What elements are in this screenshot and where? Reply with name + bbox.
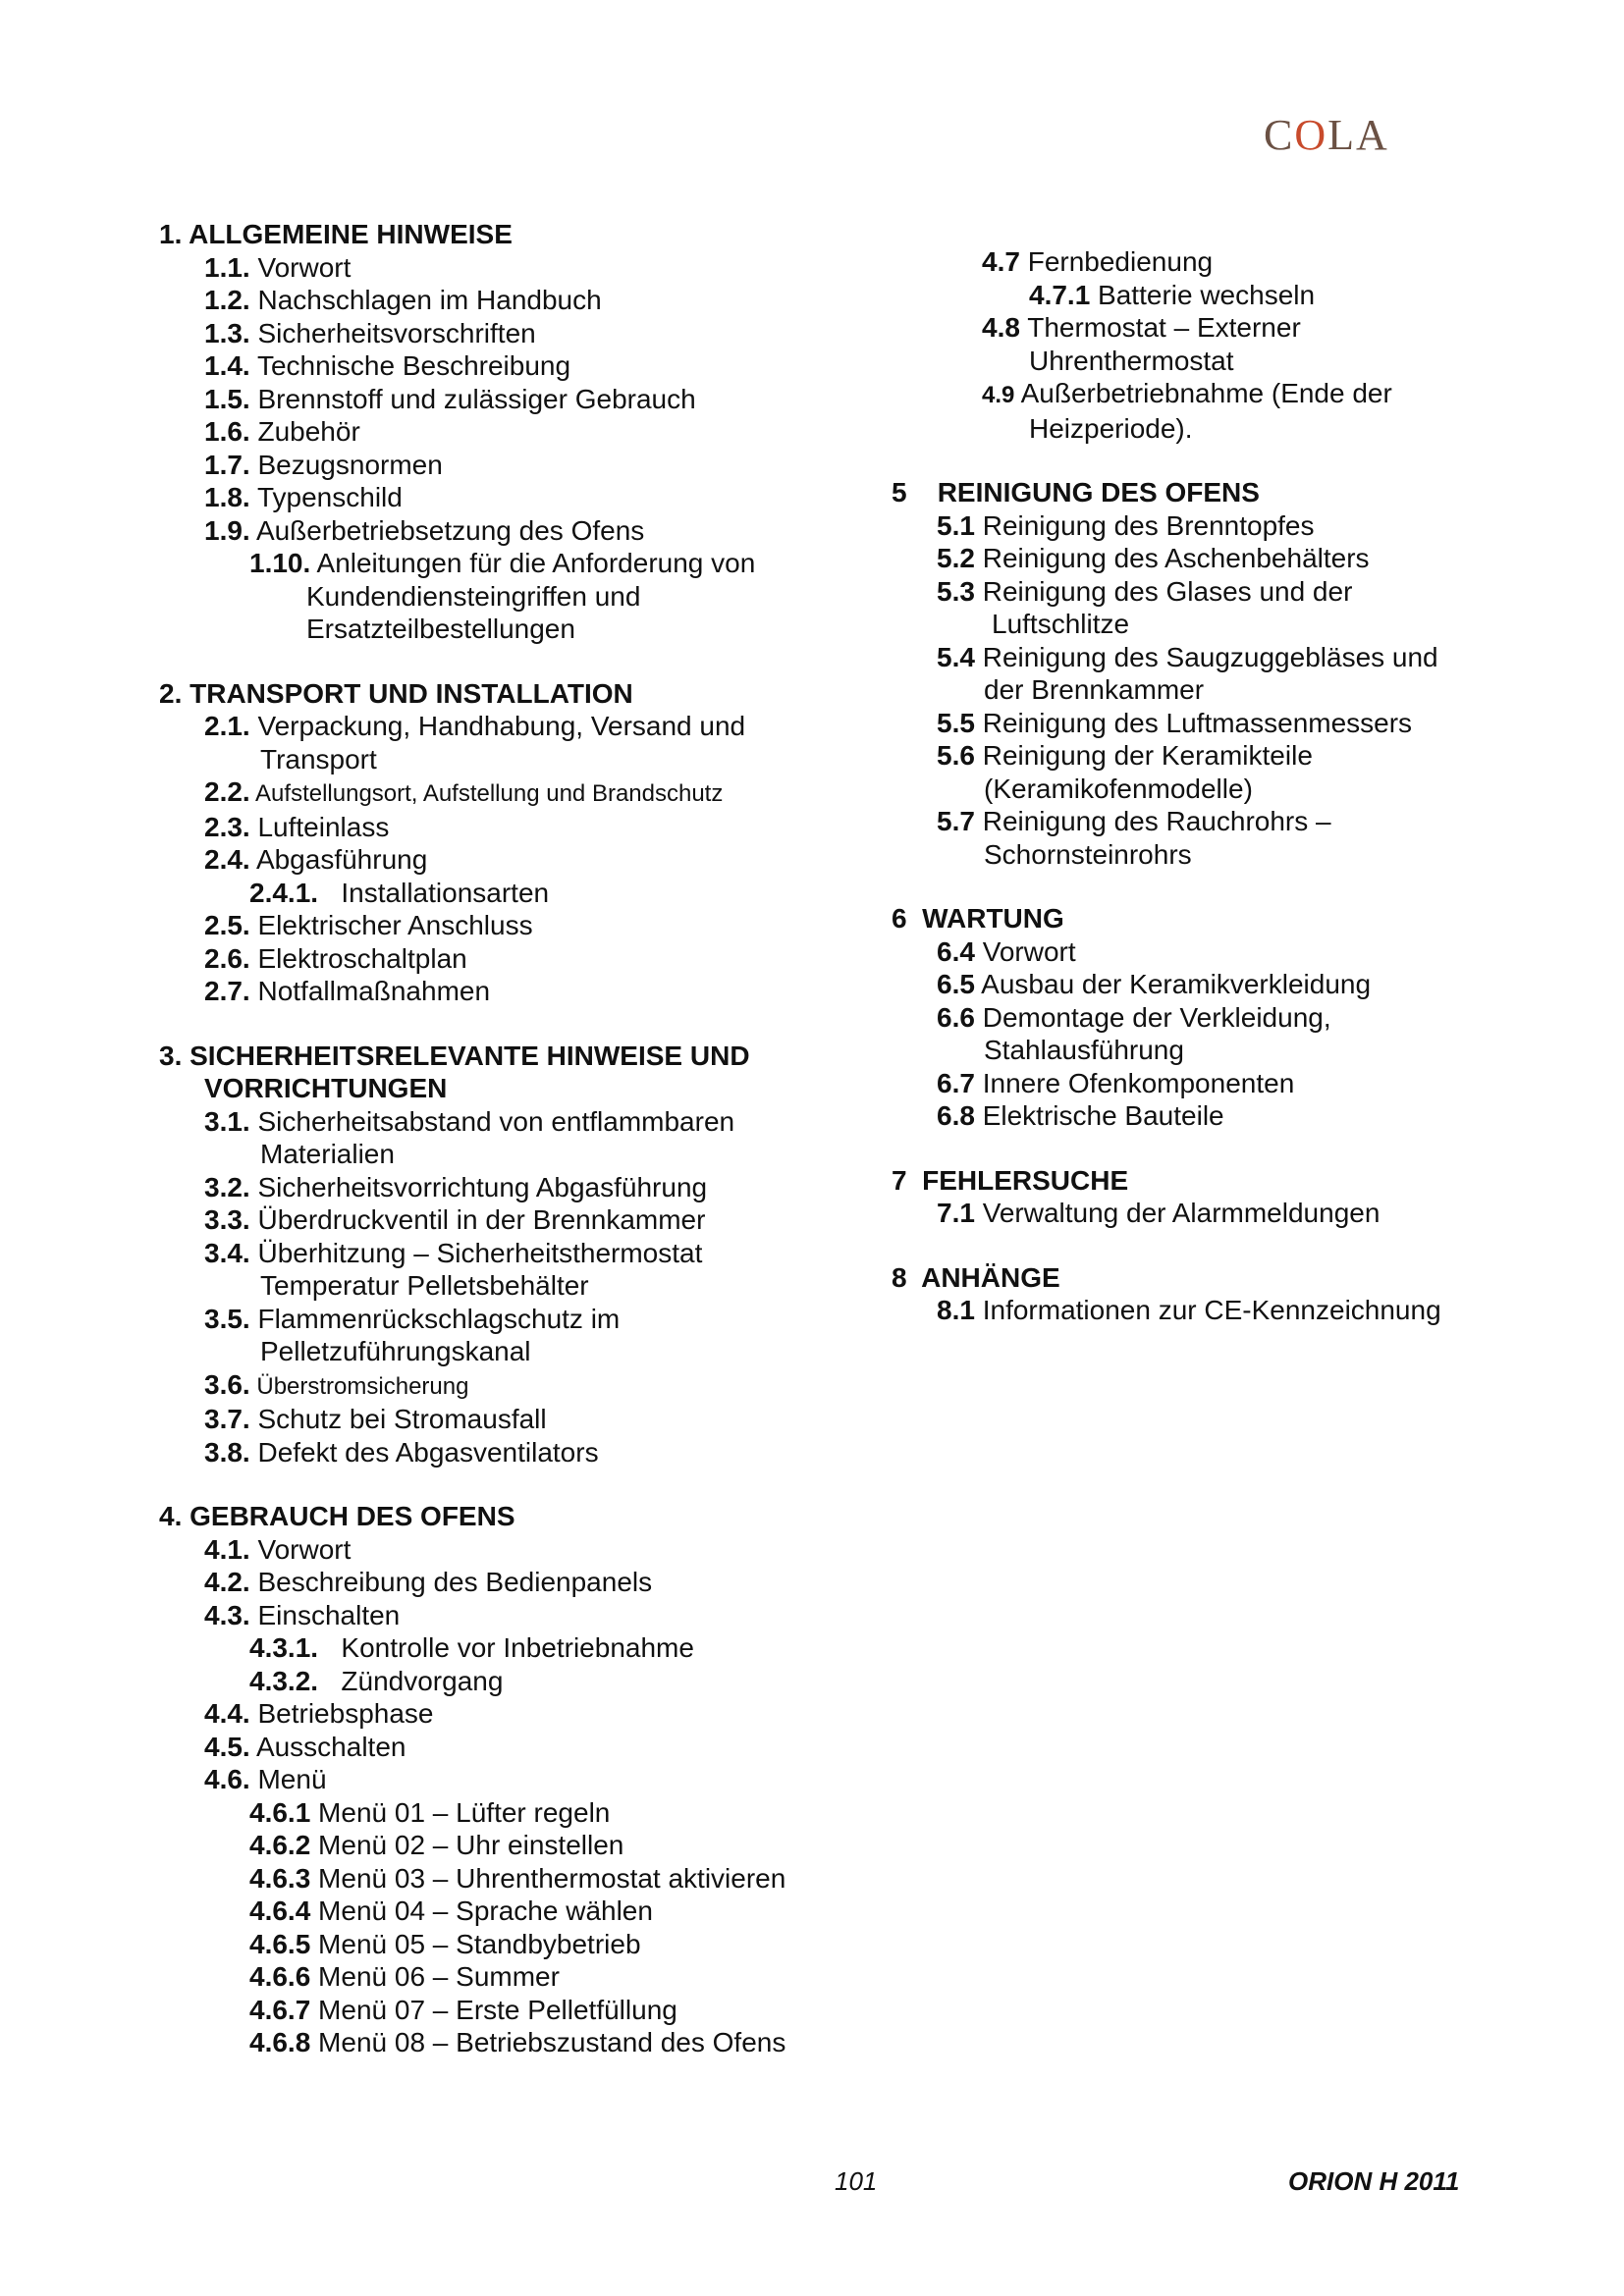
toc-section-2-title: 2. TRANSPORT UND INSTALLATION <box>159 677 633 709</box>
toc-entry-2-3[interactable]: 2.3. Lufteinlass <box>204 811 390 842</box>
toc-entry-6-4[interactable]: 6.4 Vorwort <box>937 935 1076 967</box>
toc-entry-3-1[interactable]: 3.1. Sicherheitsabstand von entflammbaren <box>204 1105 735 1137</box>
toc-entry-2-5[interactable]: 2.5. Elektrischer Anschluss <box>204 910 533 940</box>
toc-entry-3-4-cont: Temperatur Pelletsbehälter <box>260 1270 589 1301</box>
toc-entry-4-1[interactable]: 4.1. Vorwort <box>204 1533 352 1565</box>
toc-entry-1-1[interactable]: 1.1. Vorwort <box>204 251 352 283</box>
toc-section-5-title: 5 REINIGUNG DES OFENS <box>892 477 1260 507</box>
footer-model-name: ORION H 2011 <box>1288 2166 1460 2196</box>
toc-entry-5-3[interactable]: 5.3 Reinigung des Glases und der <box>937 575 1353 607</box>
toc-entry-4-9-cont: Heizperiode). <box>1029 412 1193 444</box>
toc-entry-4-3[interactable]: 4.3. Einschalten <box>204 1599 401 1630</box>
cola-logo: COLA <box>1264 111 1389 159</box>
toc-entry-6-5[interactable]: 6.5 Ausbau der Keramikverkleidung <box>937 969 1372 999</box>
toc-entry-6-7[interactable]: 6.7 Innere Ofenkomponenten <box>937 1067 1295 1098</box>
toc-section-1-title: 1. ALLGEMEINE HINWEISE <box>159 219 513 249</box>
toc-entry-4-6-8[interactable]: 4.6.8 Menü 08 – Betriebszustand des Ofens <box>249 2027 786 2057</box>
toc-entry-4-8[interactable]: 4.8 Thermostat – Externer <box>982 312 1301 343</box>
toc-entry-4-6-3[interactable]: 4.6.3 Menü 03 – Uhrenthermostat aktivieren <box>249 1862 786 1894</box>
toc-entry-3-5-cont: Pelletzuführungskanal <box>260 1336 531 1366</box>
toc-entry-5-4-cont: der Brennkammer <box>984 674 1205 705</box>
toc-entry-4-2[interactable]: 4.2. Beschreibung des Bedienpanels <box>204 1567 653 1597</box>
toc-right-column <box>892 245 1500 1327</box>
toc-entry-4-7[interactable]: 4.7 Fernbedienung <box>982 246 1214 277</box>
toc-entry-6-6[interactable]: 6.6 Demontage der Verkleidung, <box>937 1001 1331 1033</box>
toc-entry-5-6-cont: (Keramikofenmodelle) <box>984 773 1253 804</box>
toc-entry-1-4[interactable]: 1.4. Technische Beschreibung <box>204 350 571 381</box>
toc-entry-1-10-cont: Kundendiensteingriffen und <box>306 580 641 612</box>
toc-entry-5-3-cont: Luftschlitze <box>992 609 1130 639</box>
toc-section-3-title: 3. SICHERHEITSRELEVANTE HINWEISE UND <box>159 1040 750 1071</box>
toc-entry-4-8-cont: Uhrenthermostat <box>1029 345 1234 376</box>
toc-entry-3-8[interactable]: 3.8. Defekt des Abgasventilators <box>204 1436 599 1468</box>
toc-entry-1-10[interactable]: 1.10. Anleitungen für die Anforderung von <box>249 548 756 578</box>
toc-section-6-title: 6 WARTUNG <box>892 903 1064 934</box>
toc-entry-5-2[interactable]: 5.2 Reinigung des Aschenbehälters <box>937 543 1370 573</box>
toc-entry-5-7[interactable]: 5.7 Reinigung des Rauchrohrs – <box>937 806 1331 836</box>
toc-entry-5-6[interactable]: 5.6 Reinigung der Keramikteile <box>937 740 1313 771</box>
toc-entry-4-6[interactable]: 4.6. Menü <box>204 1764 327 1794</box>
toc-entry-3-7[interactable]: 3.7. Schutz bei Stromausfall <box>204 1404 547 1434</box>
toc-entry-1-9[interactable]: 1.9. Außerbetriebsetzung des Ofens <box>204 514 645 546</box>
toc-entry-4-6-5[interactable]: 4.6.5 Menü 05 – Standbybetrieb <box>249 1928 641 1959</box>
toc-entry-2-1[interactable]: 2.1. Verpackung, Handhabung, Versand und <box>204 711 746 741</box>
toc-entry-4-6-4[interactable]: 4.6.4 Menü 04 – Sprache wählen <box>249 1896 653 1926</box>
toc-entry-4-6-7[interactable]: 4.6.7 Menü 07 – Erste Pelletfüllung <box>249 1994 677 2025</box>
toc-entry-2-4-1[interactable]: 2.4.1. Installationsarten <box>249 877 550 908</box>
toc-entry-4-5[interactable]: 4.5. Ausschalten <box>204 1731 406 1762</box>
toc-entry-5-1[interactable]: 5.1 Reinigung des Brenntopfes <box>937 509 1315 541</box>
toc-entry-1-3[interactable]: 1.3. Sicherheitsvorschriften <box>204 317 536 348</box>
toc-entry-2-7[interactable]: 2.7. Notfallmaßnahmen <box>204 976 491 1006</box>
toc-entry-3-6[interactable]: 3.6. Überstromsicherung <box>204 1368 469 1400</box>
toc-entry-6-8[interactable]: 6.8 Elektrische Bauteile <box>937 1100 1224 1131</box>
toc-entry-5-4[interactable]: 5.4 Reinigung des Saugzuggebläses und <box>937 641 1438 672</box>
toc-entry-4-4[interactable]: 4.4. Betriebsphase <box>204 1698 434 1729</box>
toc-entry-4-6-1[interactable]: 4.6.1 Menü 01 – Lüfter regeln <box>249 1796 611 1828</box>
toc-section-8-title: 8 ANHÄNGE <box>892 1261 1060 1293</box>
toc-entry-8-1[interactable]: 8.1 Informationen zur CE-Kennzeichnung <box>937 1295 1441 1325</box>
toc-entry-3-4[interactable]: 3.4. Überhitzung – Sicherheitsthermostat <box>204 1237 703 1268</box>
toc-entry-2-6[interactable]: 2.6. Elektroschaltplan <box>204 942 467 974</box>
toc-entry-2-4[interactable]: 2.4. Abgasführung <box>204 844 428 875</box>
toc-entry-2-2[interactable]: 2.2. Aufstellungsort, Aufstellung und Brandschutz <box>204 776 724 807</box>
toc-entry-1-2[interactable]: 1.2. Nachschlagen im Handbuch <box>204 285 602 315</box>
toc-entry-1-10-cont: Ersatzteilbestellungen <box>306 614 575 644</box>
toc-entry-4-7-1[interactable]: 4.7.1 Batterie wechseln <box>1029 279 1316 310</box>
toc-section-7-title: 7 FEHLERSUCHE <box>892 1164 1129 1196</box>
toc-entry-2-1-cont: Transport <box>260 743 377 774</box>
toc-left-column <box>159 218 866 2059</box>
page-number: 101 <box>835 2166 878 2196</box>
toc-entry-4-6-2[interactable]: 4.6.2 Menü 02 – Uhr einstellen <box>249 1830 624 1860</box>
toc-entry-3-5[interactable]: 3.5. Flammenrückschlagschutz im <box>204 1303 621 1334</box>
toc-entry-4-6-6[interactable]: 4.6.6 Menü 06 – Summer <box>249 1961 560 1992</box>
toc-section-4-title: 4. GEBRAUCH DES OFENS <box>159 1501 515 1531</box>
toc-entry-3-3[interactable]: 3.3. Überdruckventil in der Brennkammer <box>204 1204 706 1235</box>
toc-entry-6-6-cont: Stahlausführung <box>984 1035 1184 1065</box>
toc-section-3-title-cont: VORRICHTUNGEN <box>204 1073 448 1103</box>
toc-entry-7-1[interactable]: 7.1 Verwaltung der Alarmmeldungen <box>937 1198 1380 1228</box>
toc-entry-5-7-cont: Schornsteinrohrs <box>984 838 1192 870</box>
toc-entry-4-3-1[interactable]: 4.3.1. Kontrolle vor Inbetriebnahme <box>249 1632 694 1663</box>
toc-entry-1-6[interactable]: 1.6. Zubehör <box>204 416 360 447</box>
toc-entry-4-9[interactable]: 4.9 Außerbetriebnahme (Ende der <box>982 378 1392 408</box>
toc-entry-1-5[interactable]: 1.5. Brennstoff und zulässiger Gebrauch <box>204 383 696 414</box>
toc-entry-5-5[interactable]: 5.5 Reinigung des Luftmassenmessers <box>937 707 1413 738</box>
toc-entry-4-3-2[interactable]: 4.3.2. Zündvorgang <box>249 1665 504 1696</box>
toc-entry-3-2[interactable]: 3.2. Sicherheitsvorrichtung Abgasführung <box>204 1171 708 1202</box>
toc-entry-1-7[interactable]: 1.7. Bezugsnormen <box>204 449 443 480</box>
toc-entry-1-8[interactable]: 1.8. Typenschild <box>204 482 403 512</box>
toc-entry-3-1-cont: Materialien <box>260 1139 395 1169</box>
